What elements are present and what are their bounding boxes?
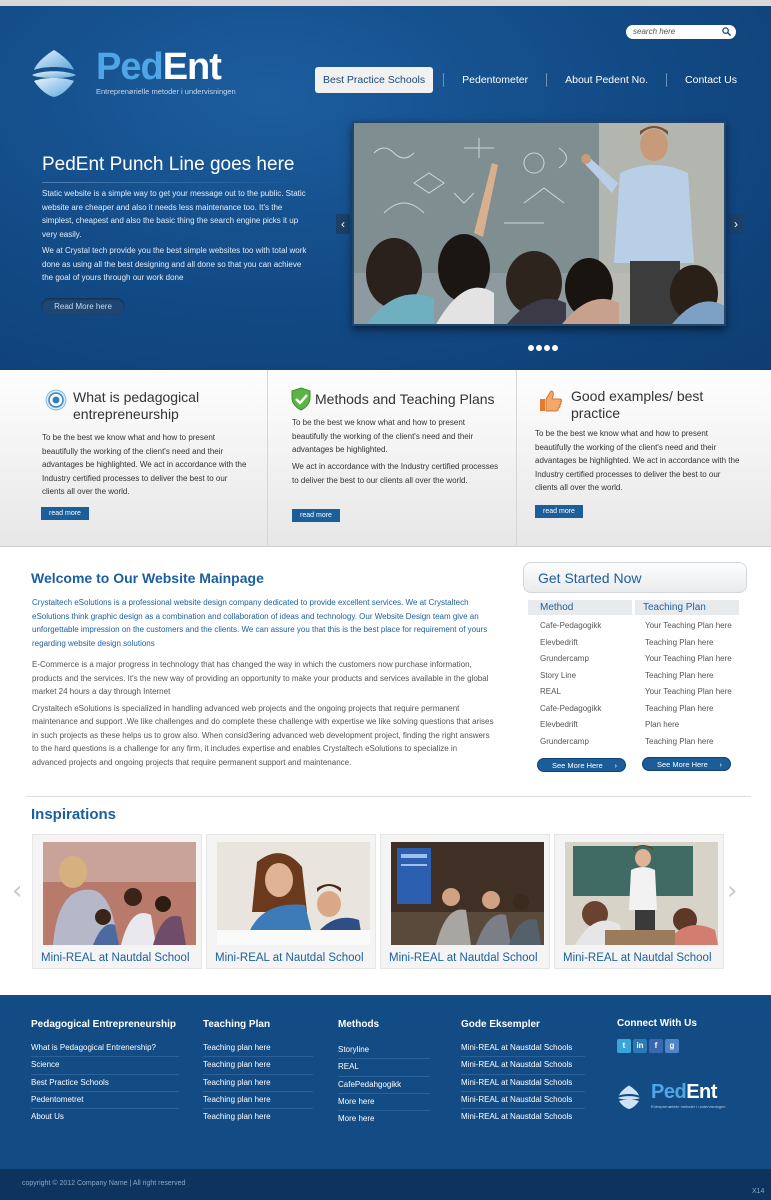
footer-col-methods bbox=[338, 1019, 430, 1128]
read-more-button[interactable]: read more bbox=[292, 509, 340, 522]
linkedin-icon[interactable]: in bbox=[633, 1039, 647, 1053]
features-section bbox=[0, 370, 771, 547]
inspiration-card[interactable] bbox=[32, 834, 202, 969]
section-divider bbox=[26, 796, 751, 797]
footer-link[interactable]: More here bbox=[338, 1094, 430, 1111]
hero-slider-image bbox=[352, 121, 726, 326]
nav-about-pedent[interactable]: About Pedent No. bbox=[546, 73, 666, 87]
welcome-paragraph: E-Commerce is a major progress in technology that has changed the way in which the customers now purchase information, products and the services. It's the new way of providing an opportunity to make your products and services available in the global market 24 hours a day through Internet bbox=[32, 660, 489, 696]
teaching-plan-item[interactable]: Plan here bbox=[645, 720, 680, 729]
slider-dot[interactable] bbox=[528, 345, 534, 351]
footer-link[interactable]: Teaching plan here bbox=[203, 1057, 313, 1074]
inspiration-card[interactable] bbox=[380, 834, 550, 969]
teaching-plan-item[interactable]: Your Teaching Plan here bbox=[645, 654, 732, 663]
footer-col-pedagogical bbox=[31, 1019, 179, 1126]
welcome-body bbox=[32, 658, 494, 772]
footer-link[interactable]: Best Practice Schools bbox=[31, 1075, 179, 1092]
method-item[interactable]: Elevbedrift bbox=[540, 720, 578, 729]
classroom-photo bbox=[354, 123, 726, 326]
logo-tagline: Entreprenørielle metoder i undervisningen bbox=[96, 87, 236, 96]
teaching-plan-item[interactable]: Your Teaching Plan here bbox=[645, 687, 732, 696]
plan-see-more-button[interactable]: See More Here › bbox=[642, 757, 731, 771]
teaching-plan-item[interactable]: Teaching Plan here bbox=[645, 670, 714, 680]
footer-link[interactable]: What is Pedagogical Entrenership? bbox=[31, 1040, 179, 1057]
read-more-button[interactable]: read more bbox=[41, 507, 89, 520]
get-started-title: Get Started Now bbox=[538, 570, 642, 586]
footer-link[interactable]: Teaching plan here bbox=[203, 1092, 313, 1109]
teaching-plan-item[interactable]: Teaching Plan here bbox=[645, 736, 714, 746]
inspirations-prev-button[interactable]: ‹ bbox=[12, 876, 23, 906]
hero-paragraph: Static website is a simple way to get your message out to the public. Static website are cheaper and also it needs less maintenance too. It's the simplest, cheapest and also the basic thing the search engine picks it up very easily. bbox=[42, 189, 306, 239]
method-see-more-button[interactable]: See More Here › bbox=[537, 758, 626, 772]
hero-paragraph: We at Crystal tech provide you the best simple websites too with total work done as using all the best designing and all done so that you can achieve the goal of yours through our work done bbox=[42, 246, 307, 282]
inspiration-photo bbox=[43, 842, 196, 945]
method-item[interactable]: Elevbedrift bbox=[540, 637, 578, 647]
search-input[interactable] bbox=[626, 25, 736, 39]
footer-link[interactable]: REAL bbox=[338, 1059, 430, 1076]
footer-link[interactable]: Mini-REAL at Naustdal Schools bbox=[461, 1075, 585, 1092]
method-item[interactable]: Cafe-Pedagogikk bbox=[540, 621, 602, 630]
welcome-title: Welcome to Our Website Mainpage bbox=[31, 570, 264, 586]
nav-best-practice-schools[interactable]: Best Practice Schools bbox=[315, 67, 433, 93]
welcome-paragraph: Crystaltech eSolutions is specialized in handling advanced web projects and the ongoing projects that require permanent maintenance and support .We like challenges and do complete these challenge with expertise we like solving questions that arises in such projects as these helps us to grow also. When consid3ering advanced web development project, finding the right answers to the hard questions is a challenge for any firm, it includes expertise and enables Crystaltech eSolutions to specialize in advanced projects and ongoing projects that require permanent support and maintenance. bbox=[32, 703, 494, 767]
feature-text: To be the best we know what and how to present beautifully the working of the client's need and their advantages be highlighted. bbox=[292, 418, 474, 454]
footer-link[interactable]: Mini-REAL at Naustdal Schools bbox=[461, 1057, 585, 1074]
footer-link[interactable]: CafePedahgogikk bbox=[338, 1077, 430, 1094]
feature-pedagogical bbox=[0, 370, 267, 545]
hero-title: PedEnt Punch Line goes here bbox=[42, 154, 295, 175]
welcome-lead: Crystaltech eSolutions is a professional website design company dedicated to provide excellent services. We at Crystaltech eSolutions think graphic design as a combination and collaboration of ideas and technology. Our Website Design team give an unforgettable impression on the customers and the clients. We can assure you that this is the best place for requirement of yours regarding website design solutions bbox=[32, 598, 488, 648]
inspiration-photo bbox=[565, 842, 718, 945]
teaching-plan-heading: Teaching Plan bbox=[635, 600, 739, 615]
footer-logo[interactable] bbox=[617, 1080, 737, 1114]
footer-heading: Connect With Us bbox=[617, 1018, 697, 1029]
footer-link[interactable]: Teaching plan here bbox=[203, 1075, 313, 1092]
logo-wordmark: PedEnt bbox=[96, 46, 221, 88]
footer-link[interactable]: About Us bbox=[31, 1112, 64, 1122]
copyright-text: copyright © 2012 Company Name | All right reserved bbox=[22, 1180, 186, 1187]
footer-link[interactable]: Science bbox=[31, 1057, 179, 1074]
slider-pagination bbox=[528, 345, 558, 351]
hero-read-more-button[interactable]: Read More here bbox=[41, 298, 125, 315]
inspiration-photo bbox=[391, 842, 544, 945]
slider-next-button[interactable]: › bbox=[729, 214, 743, 234]
footer-heading: Methods bbox=[338, 1019, 380, 1030]
read-more-button[interactable]: read more bbox=[535, 505, 583, 518]
method-item[interactable]: Cafe-Pedagogikk bbox=[540, 703, 602, 713]
inspirations-next-button[interactable]: › bbox=[727, 876, 738, 906]
feature-title: Good examples/ best practice bbox=[571, 388, 704, 421]
nav-pedentometer[interactable]: Pedentometer bbox=[443, 73, 546, 87]
social-links bbox=[617, 1039, 697, 1053]
inspiration-card[interactable] bbox=[206, 834, 376, 969]
method-item[interactable]: Grundercamp bbox=[540, 736, 589, 746]
footer-logo-wordmark: PedEnt bbox=[651, 1081, 717, 1103]
method-item[interactable]: REAL bbox=[540, 687, 561, 696]
feature-title: What is pedagogical entrepreneurship bbox=[73, 389, 200, 422]
footer-col-teaching-plan bbox=[203, 1019, 313, 1126]
logo-mark-icon bbox=[30, 48, 78, 98]
footer-logo-tagline: Entreprenørielle metoder i undervisningen bbox=[651, 1104, 726, 1109]
google-plus-icon[interactable]: g bbox=[665, 1039, 679, 1053]
inspiration-photo bbox=[217, 842, 370, 945]
chevron-right-icon: › bbox=[614, 761, 617, 770]
teaching-plan-list bbox=[635, 600, 739, 750]
footer-link[interactable]: Mini-REAL at Naustdal Schools bbox=[461, 1112, 573, 1122]
slider-dot[interactable] bbox=[536, 345, 542, 351]
footer-link[interactable]: Mini-REAL at Naustdal Schools bbox=[461, 1040, 585, 1057]
nav-contact-us[interactable]: Contact Us bbox=[666, 73, 755, 87]
footer-col-gode-eksempler bbox=[461, 1019, 585, 1126]
search-placeholder: search here bbox=[633, 27, 676, 36]
logo-mark-icon bbox=[617, 1084, 641, 1110]
footer-link[interactable]: Teaching plan here bbox=[203, 1040, 313, 1057]
feature-good-examples bbox=[517, 370, 771, 545]
slider-prev-button[interactable]: ‹ bbox=[336, 214, 350, 234]
inspiration-caption[interactable]: Mini-REAL at Nautdal School bbox=[41, 952, 190, 964]
slider-dot[interactable] bbox=[544, 345, 550, 351]
shield-check-icon bbox=[290, 387, 312, 411]
inspirations-title: Inspirations bbox=[31, 806, 117, 823]
feature-text: To be the best we know what and how to present beautifully the working of the client's need and their advantages be highlighted. We act in accordance with the Industry certified processes to deliver the best to our clients all over the world. bbox=[42, 433, 247, 496]
thumbs-up-icon bbox=[539, 389, 563, 413]
method-heading: Method bbox=[528, 600, 632, 615]
hero-divider bbox=[42, 182, 310, 183]
teaching-plan-item[interactable]: Your Teaching Plan here bbox=[645, 621, 732, 630]
get-started-header bbox=[523, 562, 747, 593]
chevron-right-icon: › bbox=[719, 760, 722, 769]
footer-link[interactable]: Mini-REAL at Naustdal Schools bbox=[461, 1092, 585, 1109]
feature-text: We act in accordance with the Industry certified processes to deliver the best to our clients all over the world. bbox=[292, 462, 499, 485]
hero-text bbox=[42, 187, 312, 288]
footer-link[interactable]: Pedentometret bbox=[31, 1092, 179, 1109]
feature-title: Methods and Teaching Plans bbox=[315, 391, 495, 407]
inspiration-caption[interactable]: Mini-REAL at Nautdal School bbox=[389, 952, 538, 964]
footer-heading: Pedagogical Entrepreneurship bbox=[31, 1019, 177, 1030]
slider-dot[interactable] bbox=[552, 345, 558, 351]
facebook-icon[interactable]: f bbox=[649, 1039, 663, 1053]
inspiration-card[interactable] bbox=[554, 834, 724, 969]
footer-heading: Gode Eksempler bbox=[461, 1019, 540, 1030]
main-nav bbox=[315, 67, 755, 92]
footer-col-connect bbox=[617, 1018, 697, 1053]
footer-link[interactable]: Teaching plan here bbox=[203, 1112, 271, 1122]
feature-methods bbox=[268, 370, 516, 545]
target-icon bbox=[45, 389, 67, 411]
page-code: X14 bbox=[752, 1188, 765, 1195]
inspiration-caption[interactable]: Mini-REAL at Nautdal School bbox=[215, 952, 364, 964]
inspiration-caption[interactable]: Mini-REAL at Nautdal School bbox=[563, 952, 712, 964]
teaching-plan-item[interactable]: Teaching Plan here bbox=[645, 637, 714, 647]
method-item[interactable]: Grundercamp bbox=[540, 654, 589, 663]
method-list bbox=[528, 600, 632, 750]
teaching-plan-item[interactable]: Teaching Plan here bbox=[645, 703, 714, 713]
feature-text: To be the best we know what and how to present beautifully the working of the client's need and their advantages be highlighted. We act in accordance with the Industry certified processes to deliver the best to our clients all over the world. bbox=[535, 429, 740, 492]
search-icon[interactable] bbox=[722, 27, 731, 36]
method-item[interactable]: Story Line bbox=[540, 670, 577, 680]
footer-link[interactable]: More here bbox=[338, 1114, 375, 1124]
twitter-icon[interactable]: t bbox=[617, 1039, 631, 1053]
footer-heading: Teaching Plan bbox=[203, 1019, 271, 1030]
footer-link[interactable]: Storyline bbox=[338, 1042, 430, 1059]
site-logo[interactable] bbox=[30, 46, 250, 101]
